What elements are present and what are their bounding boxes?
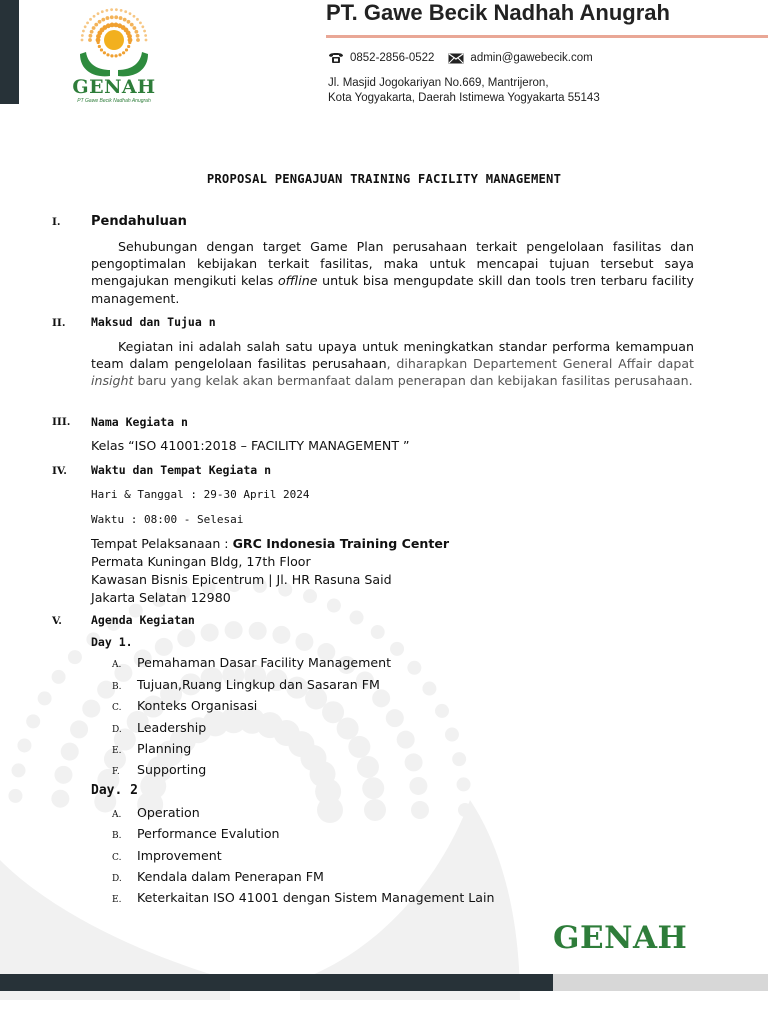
logo-wordmark: GENAH [72, 76, 156, 98]
header-divider [326, 35, 768, 38]
contact-line [328, 52, 593, 64]
document-title: PROPOSAL PENGAJUAN TRAINING FACILITY MANAGEMENT [206, 172, 562, 186]
agenda-item: D. Leadership [112, 720, 207, 735]
agenda-item: C. Konteks Organisasi [112, 698, 258, 713]
date-line: Hari & Tanggal : 29-30 April 2024 [91, 488, 310, 501]
agenda-item: E. Keterkaitan ISO 41001 dengan Sistem Management Lain [112, 890, 495, 905]
envelope-icon [448, 53, 464, 64]
course-name: Kelas “ISO 41001:2018 – FACILITY MANAGEMENT ” [91, 438, 410, 453]
agenda-item: D. Kendala dalam Penerapan FM [112, 869, 324, 884]
phone-number: 0852-2856-0522 [350, 52, 435, 64]
agenda-item: A. Operation [112, 805, 200, 820]
address-line-1: Jl. Masjid Jogokariyan No.669, Mantrijeron, [328, 77, 549, 89]
agenda-item: C. Improvement [112, 848, 222, 863]
section-number-3: III. [52, 416, 71, 428]
agenda-item: B. Performance Evalution [112, 826, 280, 841]
phone-icon [328, 53, 344, 64]
section-heading-maksud-tujuan: Maksud dan Tujua n [91, 315, 216, 329]
section-number-2: II. [52, 317, 66, 329]
venue-label: Tempat Pelaksanaan : [91, 536, 233, 551]
section-heading-agenda: Agenda Kegiatan [91, 613, 195, 627]
section-heading-pendahuluan: Pendahuluan [91, 214, 187, 229]
footer-logo-wordmark: GENAH [553, 920, 688, 956]
venue-address-line-3: Jakarta Selatan 12980 [91, 590, 231, 605]
section-number-4: IV. [52, 465, 67, 477]
agenda-item: A. Pemahaman Dasar Facility Management [112, 655, 392, 670]
company-name: PT. Gawe Becik Nadhah Anugrah [326, 0, 670, 25]
section-2-paragraph: Kegiatan ini adalah salah satu upaya untuk meningkatkan standar performa kemampuan team dalam pengelolaan fasilitas perusahaan, diharapkan Departement General Affair dapat insight baru yang kelak akan bermanfaat dalam penerapan dan kebijakan fasilitas perusahaan. [91, 339, 694, 389]
footer-bar-light [553, 974, 768, 991]
email-address: admin@gawebecik.com [470, 52, 593, 64]
time-line: Waktu : 08:00 - Selesai [91, 513, 244, 526]
venue-name: GRC Indonesia Training Center [232, 536, 450, 551]
section-heading-nama-kegiatan: Nama Kegiata n [91, 415, 188, 429]
agenda-item: E. Planning [112, 741, 192, 756]
section-heading-waktu-tempat: Waktu dan Tempat Kegiata n [91, 463, 272, 477]
venue-address-line-1: Permata Kuningan Bldg, 17th Floor [91, 554, 311, 569]
agenda-item: B. Tujuan,Ruang Lingkup dan Sasaran FM [112, 677, 380, 692]
address-line-2: Kota Yogyakarta, Daerah Istimewa Yogyakarta 55143 [328, 92, 600, 104]
logo-subtitle: PT Gawe Becik Nadhah Anugrah [77, 98, 151, 104]
section-number-1: I. [52, 216, 61, 228]
agenda-item: F. Supporting [112, 762, 207, 777]
footer-bar-dark [0, 974, 553, 991]
venue-address-line-2: Kawasan Bisnis Epicentrum | Jl. HR Rasuna Said [91, 572, 392, 587]
header-side-bar [0, 0, 19, 104]
section-number-5: V. [52, 615, 62, 627]
day-1-label: Day 1. [91, 635, 133, 649]
day-2-label: Day. 2 [91, 783, 138, 798]
section-1-paragraph: Sehubungan dengan target Game Plan perusahaan terkait pengelolaan fasilitas dan pengoptimalan kebijakan terkait fasilitas, maka untuk mencapai tujuan tersebut saya mengajukan mengikuti kelas offline untuk bisa mengupdate skill dan tools tren terbaru facility management. [91, 239, 694, 306]
company-address [328, 76, 600, 106]
venue-block [91, 535, 449, 607]
